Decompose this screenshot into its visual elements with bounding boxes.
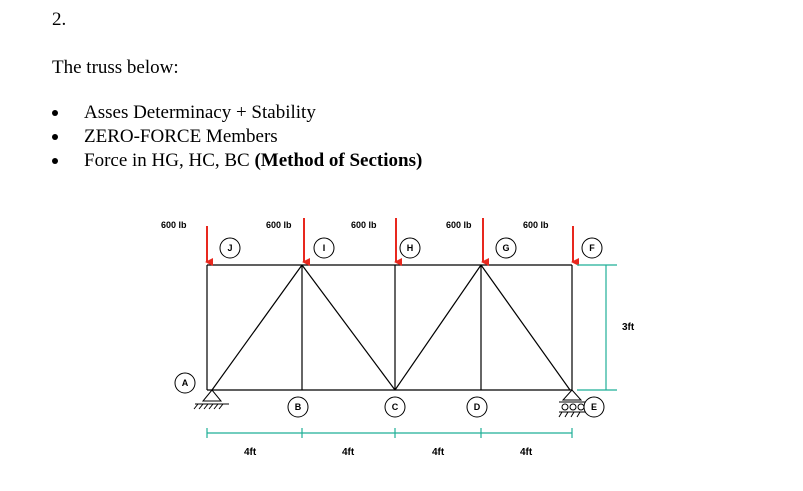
node-label: C <box>391 402 399 412</box>
span-label: 4ft <box>520 447 533 458</box>
node-label: B <box>294 402 302 412</box>
node-e <box>584 397 604 417</box>
member-ge <box>481 265 570 390</box>
roller-support-icon <box>559 390 586 417</box>
node-label: G <box>502 243 510 253</box>
load-label: 600 lb <box>446 220 472 230</box>
span-dimension <box>207 428 572 438</box>
node-j <box>220 238 240 258</box>
span-label: 4ft <box>432 447 445 458</box>
span-label: 4ft <box>342 447 355 458</box>
node-label: F <box>589 243 595 253</box>
load-at-g <box>446 218 483 262</box>
load-at-i <box>266 218 304 262</box>
load-at-h <box>351 218 396 262</box>
node-g <box>496 238 516 258</box>
span-label: 4ft <box>244 447 257 458</box>
member-cg <box>395 265 481 390</box>
task-text-bold: (Method of Sections) <box>254 150 423 171</box>
pin-support-icon <box>194 390 229 409</box>
node-a <box>175 373 195 393</box>
member-ic <box>302 265 395 390</box>
node-label: E <box>590 402 598 412</box>
task-text: ZERO-FORCE Members <box>84 126 278 147</box>
height-dimension <box>577 265 617 390</box>
node-label: I <box>322 243 326 253</box>
height-label: 3ft <box>622 322 635 333</box>
node-c <box>385 397 405 417</box>
truss-members <box>207 265 572 390</box>
node-h <box>400 238 420 258</box>
node-f <box>582 238 602 258</box>
member-ai <box>212 265 302 390</box>
node-i <box>314 238 334 258</box>
node-label: A <box>181 378 189 388</box>
node-d <box>467 397 487 417</box>
question-number: 2. <box>52 9 67 30</box>
node-label: J <box>227 243 233 253</box>
load-at-j <box>161 220 207 262</box>
task-text: Asses Determinacy + Stability <box>84 102 316 123</box>
load-label: 600 lb <box>351 220 377 230</box>
node-label: D <box>473 402 481 412</box>
load-label: 600 lb <box>266 220 292 230</box>
node-b <box>288 397 308 417</box>
load-label: 600 lb <box>161 220 187 230</box>
node-label: H <box>406 243 414 253</box>
question-intro: The truss below: <box>52 57 179 78</box>
task-text: Force in HG, HC, BC <box>84 150 255 171</box>
load-at-f <box>523 220 573 262</box>
load-label: 600 lb <box>523 220 549 230</box>
